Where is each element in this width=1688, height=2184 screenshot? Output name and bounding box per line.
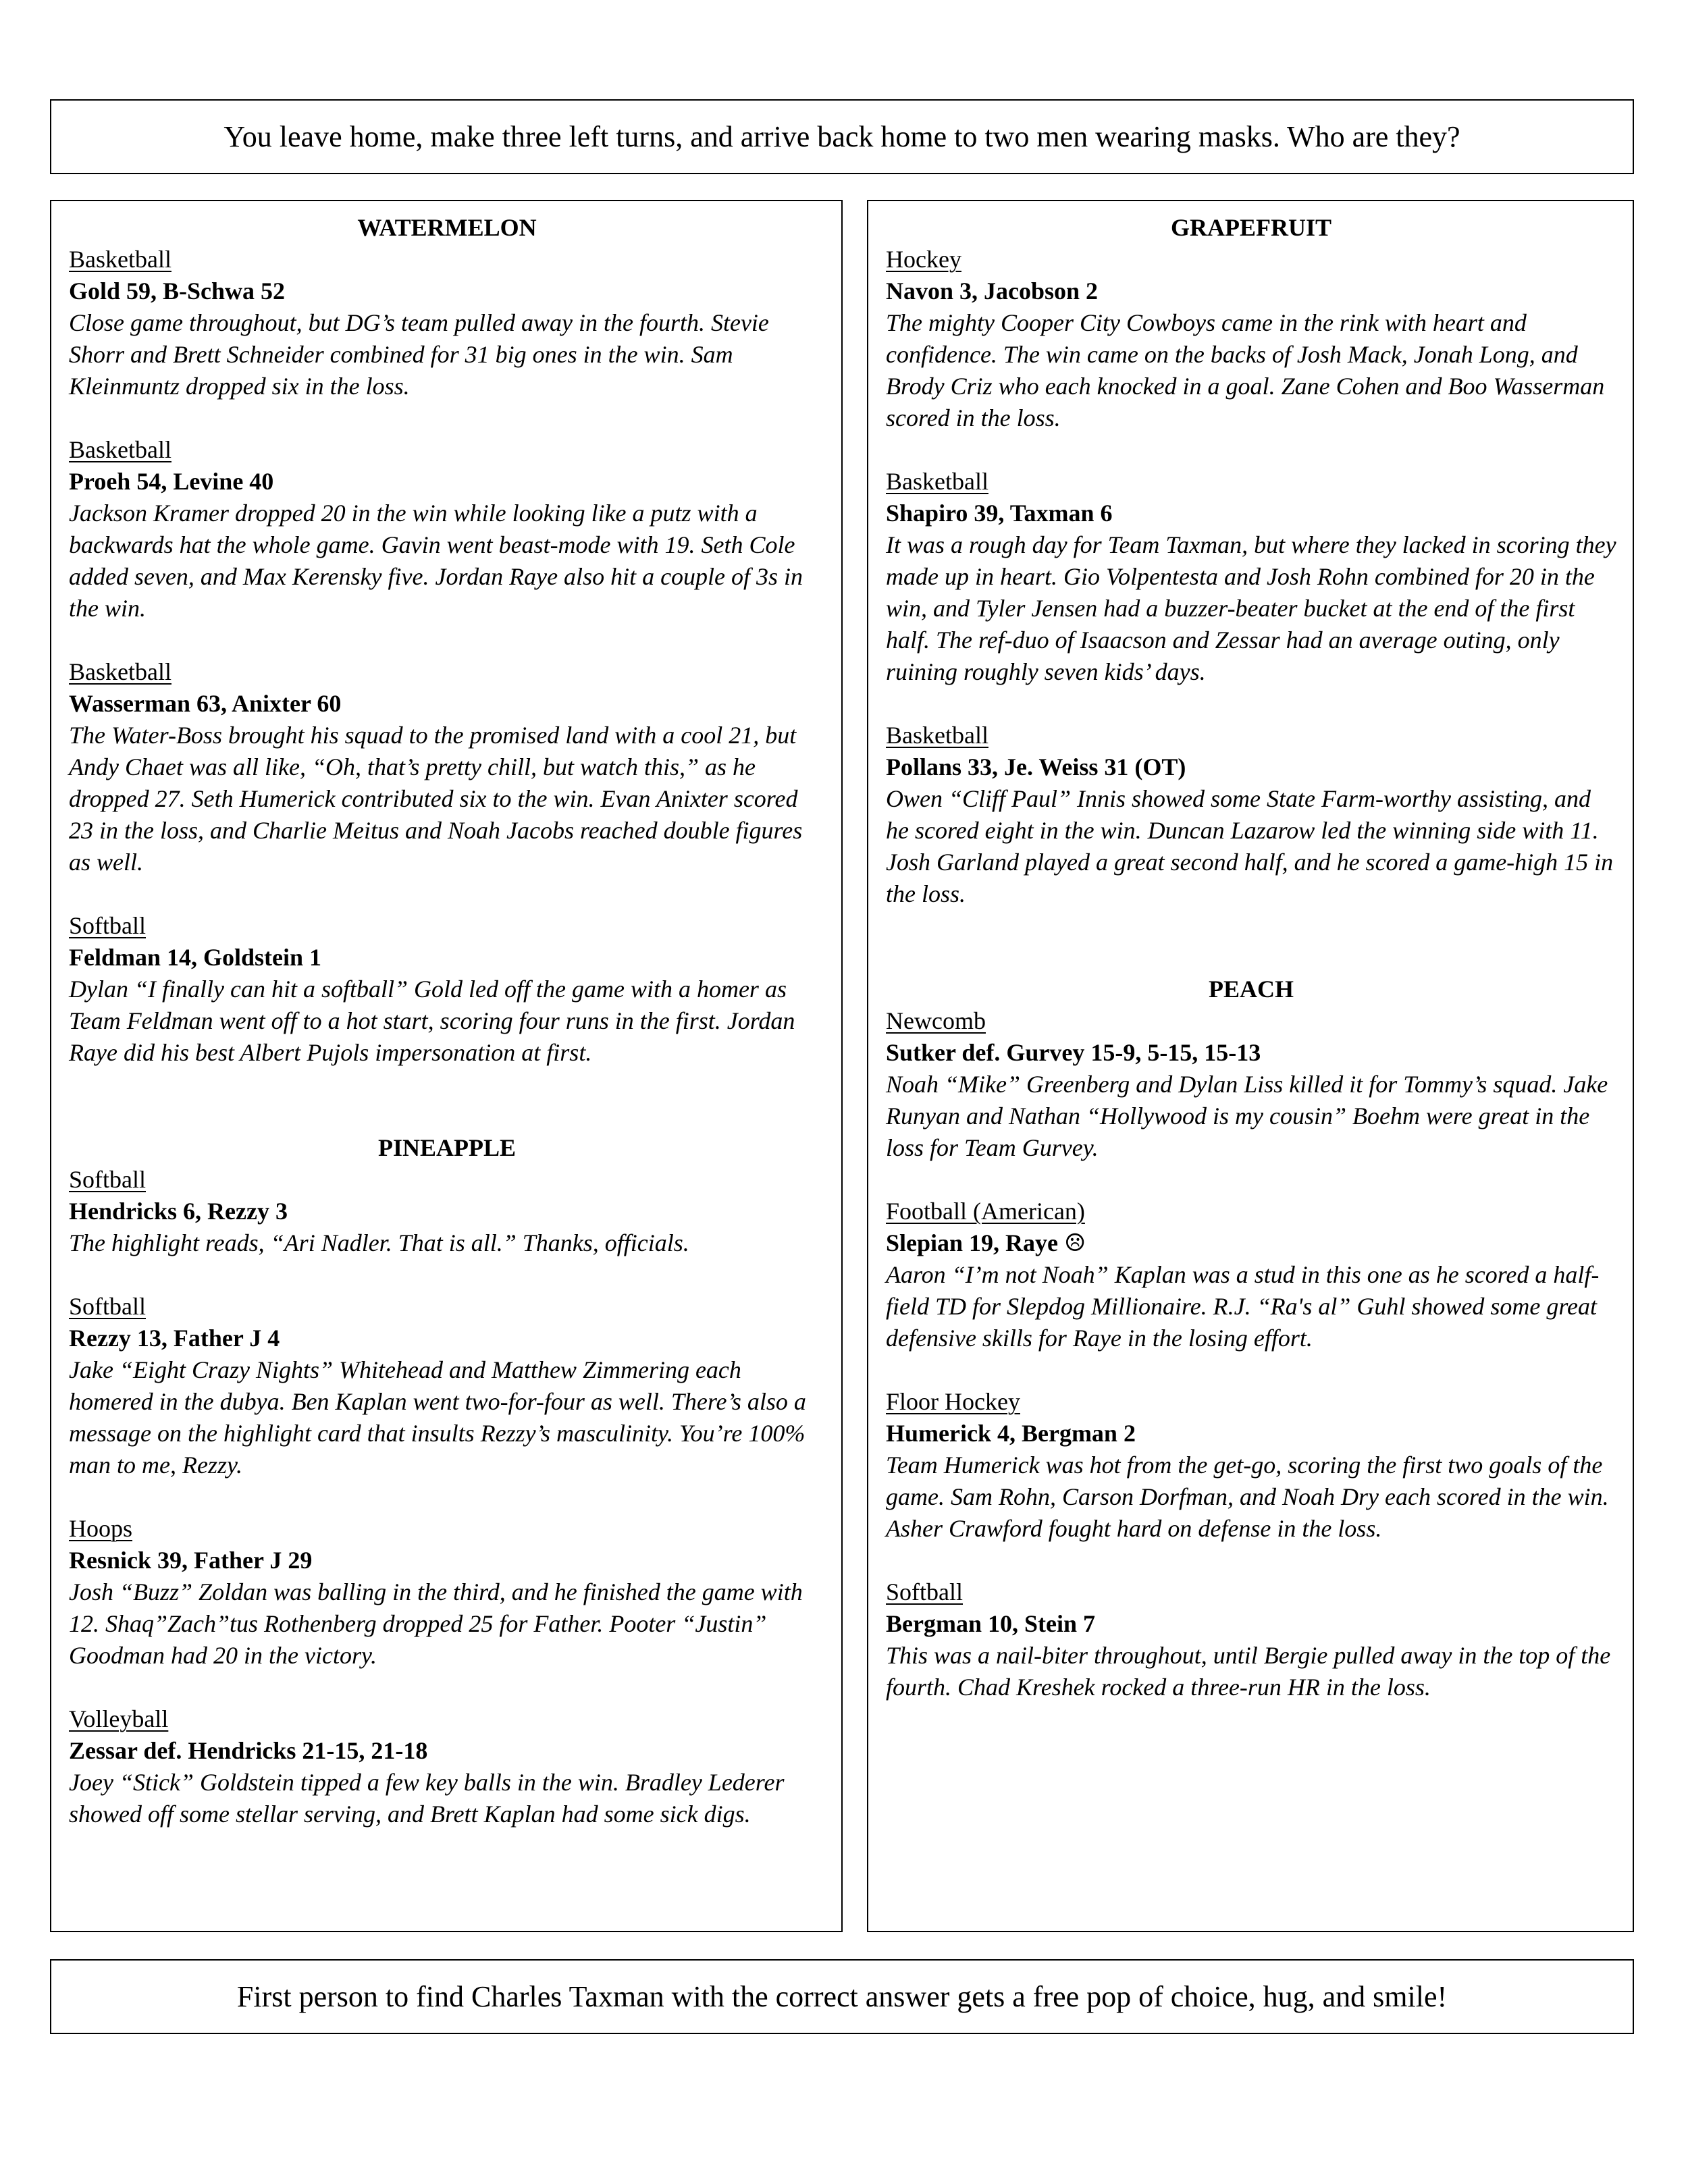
game-sport: Hoops bbox=[69, 1515, 133, 1542]
game-score: Slepian 19, Raye ☹ bbox=[886, 1229, 1086, 1256]
game-score: Sutker def. Gurvey 15-9, 5-15, 15-13 bbox=[886, 1039, 1261, 1066]
game-blurb: Jake “Eight Crazy Nights” Whitehead and Matthew Zimmering each homered in the dubya. Ben Kaplan went two-for-four as well. There’s also a message on the highlight card that insults Rezzy’s masculinity. You’re 100% man to me, Rezzy. bbox=[69, 1356, 806, 1479]
riddle-text: You leave home, make three left turns, and arrive back home to two men wearing masks. Who are they? bbox=[223, 119, 1460, 153]
game-score: Pollans 33, Je. Weiss 31 (OT) bbox=[886, 753, 1186, 780]
game-sport: Hockey bbox=[886, 246, 961, 273]
right-column bbox=[867, 200, 1634, 1932]
game-score: Gold 59, B-Schwa 52 bbox=[69, 277, 286, 304]
game-sport: Softball bbox=[886, 1578, 963, 1605]
game-item bbox=[69, 910, 825, 1069]
game-blurb: Josh “Buzz” Zoldan was balling in the third, and he finished the game with 12. Shaq”Zach”tus Rothenberg dropped 25 for Father. Pooter “Justin” Goodman had 20 in the victory. bbox=[69, 1578, 803, 1669]
section-title-watermelon: WATERMELON bbox=[357, 214, 537, 241]
game-item bbox=[69, 434, 825, 624]
riddle-box bbox=[50, 99, 1634, 174]
game-score: Proeh 54, Levine 40 bbox=[69, 468, 274, 495]
game-sport: Football (American) bbox=[886, 1198, 1085, 1225]
game-sport: Newcomb bbox=[886, 1007, 986, 1034]
game-blurb: Team Humerick was hot from the get-go, scoring the first two goals of the game. Sam Rohn, Carson Dorfman, and Noah Dry each scored in the win. Asher Crawford fought hard on defense in the loss. bbox=[886, 1451, 1609, 1542]
game-item bbox=[69, 1164, 825, 1259]
game-blurb: Dylan “I finally can hit a softball” Gold led off the game with a homer as Team Feldman went off to a hot start, scoring four runs in the first. Jordan Raye did his best Albert Pujols impersonation at first. bbox=[69, 976, 795, 1066]
game-item bbox=[886, 466, 1616, 688]
game-sport: Basketball bbox=[886, 468, 988, 495]
left-column bbox=[50, 200, 843, 1932]
footer-box bbox=[50, 1959, 1634, 2034]
footer-text: First person to find Charles Taxman with the correct answer gets a free pop of choice, hug, and smile! bbox=[236, 1979, 1448, 2013]
game-blurb: Close game throughout, but DG’s team pulled away in the fourth. Stevie Shorr and Brett Schneider combined for 31 big ones in the win. Sam Kleinmuntz dropped six in the loss. bbox=[69, 309, 769, 400]
game-item bbox=[69, 1513, 825, 1672]
game-score: Bergman 10, Stein 7 bbox=[886, 1610, 1095, 1637]
game-blurb: Noah “Mike” Greenberg and Dylan Liss killed it for Tommy’s squad. Jake Runyan and Nathan “Hollywood is my cousin” Boehm were great in the loss for Team Gurvey. bbox=[886, 1071, 1608, 1161]
game-blurb: The Water-Boss brought his squad to the promised land with a cool 21, but Andy Chaet was all like, “Oh, that’s pretty chill, but watch this,” as he dropped 27. Seth Humerick contributed six to the win. Evan Anixter scored 23 in the loss, and Charlie Meitus and Noah Jacobs reached double figures as well. bbox=[69, 722, 803, 876]
game-score: Navon 3, Jacobson 2 bbox=[886, 277, 1099, 304]
game-sport: Softball bbox=[69, 912, 146, 939]
game-score: Feldman 14, Goldstein 1 bbox=[69, 944, 322, 971]
section-title-grapefruit: GRAPEFRUIT bbox=[1170, 214, 1331, 241]
game-blurb: It was a rough day for Team Taxman, but where they lacked in scoring they made up in heart. Gio Volpentesta and Josh Rohn combined for 20 in the win, and Tyler Jensen had a buzzer-beater bucket at the end of the first half. The ref-duo of Isaacson and Zessar had an average outing, only ruining roughly seven kids’ days. bbox=[886, 531, 1616, 685]
game-blurb: Aaron “I’m not Noah” Kaplan was a stud in this one as he scored a half-field TD for Slepdog Millionaire. R.J. “Ra's al” Guhl showed some great defensive skills for Raye in the losing effort. bbox=[886, 1261, 1600, 1352]
game-score: Zessar def. Hendricks 21-15, 21-18 bbox=[69, 1737, 428, 1764]
game-item bbox=[69, 656, 825, 878]
game-score: Hendricks 6, Rezzy 3 bbox=[69, 1198, 288, 1225]
game-score: Resnick 39, Father J 29 bbox=[69, 1547, 313, 1574]
game-sport: Floor Hockey bbox=[886, 1388, 1020, 1415]
game-item bbox=[886, 1196, 1616, 1354]
game-blurb: Jackson Kramer dropped 20 in the win while looking like a putz with a backwards hat the whole game. Gavin went beast-mode with 19. Seth Cole added seven, and Max Kerensky five. Jordan Raye also hit a couple of 3s in the win. bbox=[69, 500, 803, 622]
game-blurb: The mighty Cooper City Cowboys came in the rink with heart and confidence. The win came on the backs of Josh Mack, Jonah Long, and Brody Criz who each knocked in a goal. Zane Cohen and Boo Wasserman scored in the loss. bbox=[886, 309, 1605, 431]
game-blurb: The highlight reads, “Ari Nadler. That is all.” Thanks, officials. bbox=[69, 1229, 689, 1256]
game-sport: Basketball bbox=[69, 246, 172, 273]
game-blurb: Owen “Cliff Paul” Innis showed some State Farm-worthy assisting, and he scored eight in the win. Duncan Lazarow led the winning side with 11. Josh Garland played a great second half, and he scored a game-high 15 in the loss. bbox=[886, 785, 1614, 907]
game-score: Wasserman 63, Anixter 60 bbox=[69, 690, 342, 717]
game-item bbox=[886, 244, 1616, 434]
game-score: Humerick 4, Bergman 2 bbox=[886, 1420, 1136, 1447]
game-score: Shapiro 39, Taxman 6 bbox=[886, 500, 1113, 527]
game-sport: Basketball bbox=[69, 436, 172, 463]
game-item bbox=[69, 244, 825, 402]
section-title-peach: PEACH bbox=[1209, 976, 1294, 1003]
game-item bbox=[886, 1576, 1616, 1703]
game-item bbox=[886, 720, 1616, 910]
game-sport: Softball bbox=[69, 1166, 146, 1193]
game-sport: Volleyball bbox=[69, 1705, 169, 1732]
game-item bbox=[69, 1291, 825, 1481]
game-item bbox=[886, 1386, 1616, 1545]
game-sport: Basketball bbox=[886, 722, 988, 749]
game-item bbox=[69, 1703, 825, 1830]
game-item bbox=[886, 1005, 1616, 1164]
game-sport: Basketball bbox=[69, 658, 172, 685]
game-score: Rezzy 13, Father J 4 bbox=[69, 1325, 280, 1352]
section-title-pineapple: PINEAPPLE bbox=[377, 1134, 516, 1161]
game-blurb: This was a nail-biter throughout, until Bergie pulled away in the top of the fourth. Chad Kreshek rocked a three-run HR in the loss. bbox=[886, 1642, 1611, 1701]
game-sport: Softball bbox=[69, 1293, 146, 1320]
game-blurb: Joey “Stick” Goldstein tipped a few key balls in the win. Bradley Lederer showed off some stellar serving, and Brett Kaplan had some sick digs. bbox=[69, 1769, 785, 1828]
